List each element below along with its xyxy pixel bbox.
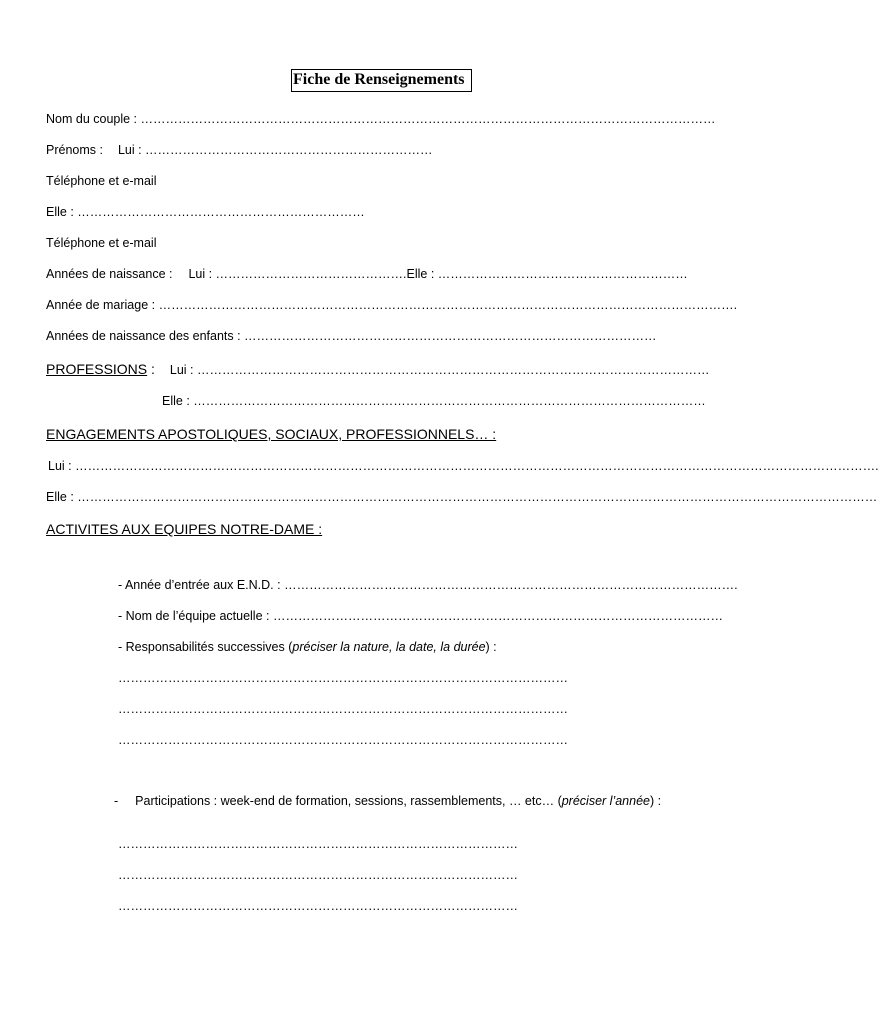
engagements-heading: ENGAGEMENTS APOSTOLIQUES, SOCIAUX, PROFESSIONNELS… : xyxy=(46,426,497,442)
participations-prefix: Participations : week-end de formation, sessions, rassemblements, … etc… ( xyxy=(135,794,562,808)
responsabilites-suffix: ) : xyxy=(485,640,497,654)
annees-enfants-field[interactable]: Années de naissance des enfants : ……………………………………………………………………………………… xyxy=(46,329,657,343)
telephone-email-label: Téléphone et e-mail xyxy=(46,174,157,188)
responsabilites-hint: préciser la nature, la date, la durée xyxy=(292,640,486,654)
nom-couple-field[interactable]: Nom du couple : ………………………………………………………………………………………………………………………… xyxy=(46,112,716,126)
annees-naissance-label: Années de naissance : xyxy=(46,267,173,281)
engagements-lui[interactable]: Lui : …………………………………………………………………………………………………………………………………………………………………………. xyxy=(48,459,879,473)
responsabilites-line[interactable]: ……………………………………………………………………………………………… xyxy=(118,702,568,716)
participations-line[interactable]: …………………………………………………………………………………… xyxy=(118,837,518,851)
responsabilites-prefix: - Responsabilités successives ( xyxy=(118,640,293,654)
responsabilites-label xyxy=(118,639,497,655)
professions-label: PROFESSIONS xyxy=(46,361,148,377)
engagements-elle[interactable]: Elle : ………………………………………………………………………………………………………………………………………………………………………… xyxy=(46,490,878,504)
annee-entree-field[interactable]: - Année d’entrée aux E.N.D. : ………………………………………………………………………………………………. xyxy=(118,578,738,592)
participations-dash: - xyxy=(114,794,119,808)
annees-naissance-values[interactable]: Lui : ……………………………………….Elle : …………………………………………………… xyxy=(188,267,688,281)
participations-suffix: ) : xyxy=(649,794,662,808)
professions-lui[interactable]: Lui : …………………………………………………………………………………………………………… xyxy=(169,363,710,377)
professions-elle[interactable]: Elle : …………………………………………………………………………………………………………… xyxy=(162,394,706,408)
prenoms-field[interactable] xyxy=(46,142,433,158)
annee-mariage-field[interactable]: Année de mariage : …………………………………………………………………………………………………………………………. xyxy=(46,298,738,312)
professions-separator: : xyxy=(147,361,155,377)
participations-line[interactable]: …………………………………………………………………………………… xyxy=(118,868,518,882)
activites-heading: ACTIVITES AUX EQUIPES NOTRE-DAME : xyxy=(46,521,323,537)
professions-field[interactable] xyxy=(46,360,710,378)
prenoms-label: Prénoms : xyxy=(46,143,103,157)
prenoms-lui[interactable]: Lui : …………………………………………………………… xyxy=(117,143,433,157)
participations-label xyxy=(114,793,661,809)
elle-prenom-field[interactable]: Elle : …………………………………………………………… xyxy=(46,205,365,219)
responsabilites-line[interactable]: ……………………………………………………………………………………………… xyxy=(118,733,568,747)
responsabilites-line[interactable]: ……………………………………………………………………………………………… xyxy=(118,671,568,685)
nom-equipe-field[interactable]: - Nom de l’équipe actuelle : ……………………………………………………………………………………………… xyxy=(118,609,723,623)
annees-naissance-field[interactable] xyxy=(46,266,688,282)
telephone-email-label: Téléphone et e-mail xyxy=(46,236,157,250)
participations-hint: préciser l’année xyxy=(561,794,650,808)
participations-line[interactable]: …………………………………………………………………………………… xyxy=(118,899,518,913)
page-title: Fiche de Renseignements xyxy=(291,69,472,92)
